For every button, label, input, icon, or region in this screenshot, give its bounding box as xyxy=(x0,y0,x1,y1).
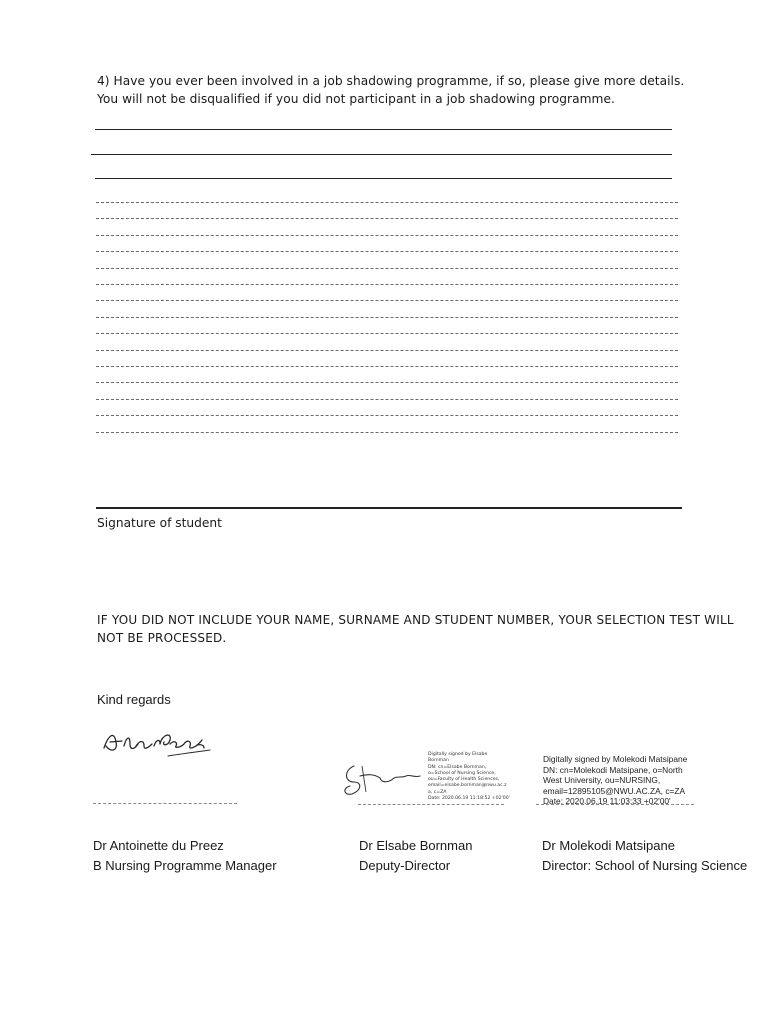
answer-line xyxy=(91,154,672,155)
dashed-answer-line xyxy=(96,202,678,203)
signatory-du-preez xyxy=(93,836,277,876)
signatory-name: Dr Elsabe Bornman xyxy=(359,838,473,853)
bornman-digital-signature xyxy=(428,752,518,802)
digital-signature-line: email=elsabe.bornman@nwu.ac.z xyxy=(428,783,507,789)
dashed-answer-line xyxy=(96,432,678,433)
signatory-name: Dr Antoinette du Preez xyxy=(93,838,224,853)
signatory-role: Deputy-Director xyxy=(359,858,451,873)
signature-of-student-label: Signature of student xyxy=(97,516,222,530)
matsipane-signature-line xyxy=(536,804,694,805)
dashed-answer-line xyxy=(96,268,678,269)
bornman-signature-image xyxy=(340,760,428,800)
bornman-signature-line xyxy=(358,804,504,805)
student-signature-line xyxy=(96,507,682,509)
warning-notice: IF YOU DID NOT INCLUDE YOUR NAME, SURNAME AND STUDENT NUMBER, YOUR SELECTION TEST WILL NOT BE PROCESSED. xyxy=(97,613,734,645)
dashed-answer-line xyxy=(96,218,678,219)
digital-signature-line: DN: cn=Molekodi Matsipane, o=North xyxy=(543,764,683,775)
dashed-answer-line xyxy=(96,350,678,351)
digital-signature-line: email=12895105@NWU.AC.ZA, c=ZA xyxy=(543,785,686,796)
dashed-answer-line xyxy=(96,317,678,318)
digital-signature-line: Date: 2020.06.19 11:03:33 +02'00' xyxy=(543,796,671,807)
du-preez-signature-image xyxy=(100,726,216,766)
dashed-answer-line xyxy=(96,284,678,285)
digital-signature-line: ou=Faculty of Health Sciences, xyxy=(428,777,500,783)
dashed-answer-line xyxy=(96,399,678,400)
answer-line xyxy=(95,129,672,130)
digital-signature-line: West University, ou=NURSING, xyxy=(543,775,661,786)
digital-signature-line: Digitally signed by Molekodi Matsipane xyxy=(543,754,688,764)
digital-signature-line: Date: 2020.06.19 11:18:52 +02'00' xyxy=(428,796,510,802)
dashed-answer-line xyxy=(96,415,678,416)
du-preez-signature-line xyxy=(93,803,237,804)
kind-regards: Kind regards xyxy=(97,692,171,707)
digital-signature-line: a, c=ZA xyxy=(428,789,447,795)
digital-signature-line: Bornman xyxy=(428,758,449,764)
answer-line xyxy=(95,178,672,179)
question-text: 4) Have you ever been involved in a job shadowing programme, if so, please give more details. You will not be disqualified if you did not participant in a job shadowing programme. xyxy=(97,74,685,106)
signatory-role: B Nursing Programme Manager xyxy=(93,858,277,873)
dashed-answer-line xyxy=(96,366,678,367)
signatory-name: Dr Molekodi Matsipane xyxy=(542,838,675,853)
dashed-answer-line xyxy=(96,382,678,383)
signatory-matsipane xyxy=(542,836,747,876)
signatory-bornman xyxy=(359,836,472,876)
dashed-answer-line xyxy=(96,235,678,236)
signatory-role: Director: School of Nursing Science xyxy=(542,858,748,873)
dashed-answer-line xyxy=(96,300,678,301)
dashed-answer-line xyxy=(96,333,678,334)
dashed-answer-line xyxy=(96,251,678,252)
matsipane-digital-signature xyxy=(543,754,743,807)
digital-signature-line: o=School of Nursing Science, xyxy=(428,770,496,776)
digital-signature-line: Digitally signed by Elsabe xyxy=(428,752,488,757)
digital-signature-line: DN: cn=Elsabe Bornman, xyxy=(428,764,487,770)
